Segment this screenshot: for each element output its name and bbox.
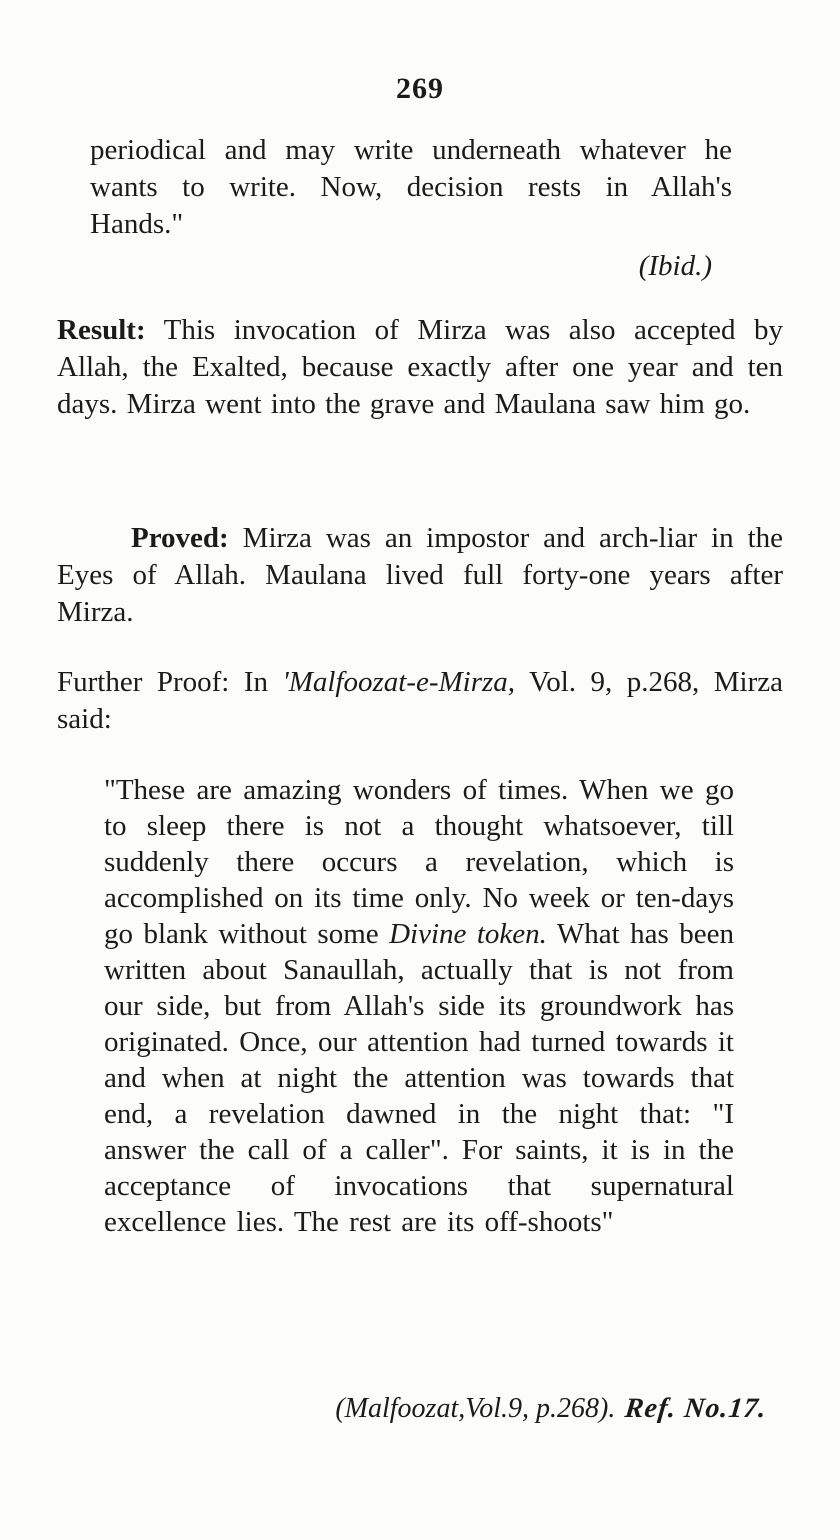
- ibid-citation-text: (Ibid.): [638, 250, 712, 282]
- bottom-citation-ref-number: Ref. No.17.: [623, 1393, 769, 1424]
- bottom-citation: [57, 1390, 767, 1427]
- proved-label: Proved:: [131, 522, 229, 554]
- result-label: Result:: [57, 314, 146, 346]
- further-proof-prefix: Further Proof: In: [57, 666, 283, 698]
- main-quote-part2: What has been written about Sanaullah, actually that is not from our side, but from Allah's side its groundwork has originated. Once, our attention had turned towards it and when at night the attention was towards that end, a revelation dawned in the night that: "I answer the call of a caller". For saints, it is in the acceptance of invocations that supernatural excellence lies. The rest are its off-shoots": [104, 918, 734, 1238]
- main-quote-paragraph: [104, 772, 734, 1240]
- main-quote-emphasis: Divine token.: [389, 918, 547, 950]
- ibid-citation: [90, 248, 712, 285]
- further-proof-paragraph: [57, 664, 783, 738]
- top-quote-paragraph: [90, 132, 732, 243]
- result-text: This invocation of Mirza was also accepted by Allah, the Exalted, because exactly after one year and ten days. Mirza went into the grave and Maulana saw him go.: [57, 314, 783, 420]
- main-quote-part1: "These are amazing wonders of times. When we go to sleep there is not a thought whatsoever, till suddenly there occurs a revelation, which is accomplished on its time only. No week or ten-days go blank without some: [104, 774, 734, 950]
- proved-text: Mirza was an impostor and arch-liar in the Eyes of Allah. Maulana lived full forty-one years after Mirza.: [57, 522, 783, 628]
- proved-paragraph: [57, 520, 783, 631]
- top-quote-text: periodical and may write underneath whatever he wants to write. Now, decision rests in Allah's Hands.": [90, 134, 732, 240]
- further-proof-book-title: 'Malfoozat-e-Mirza,: [282, 666, 516, 698]
- page-number: 269: [396, 72, 444, 105]
- bottom-citation-source: (Malfoozat,Vol.9, p.268).: [335, 1393, 616, 1424]
- result-paragraph: [57, 312, 783, 423]
- further-proof-suffix: Vol. 9, p.268, Mirza said:: [57, 666, 784, 735]
